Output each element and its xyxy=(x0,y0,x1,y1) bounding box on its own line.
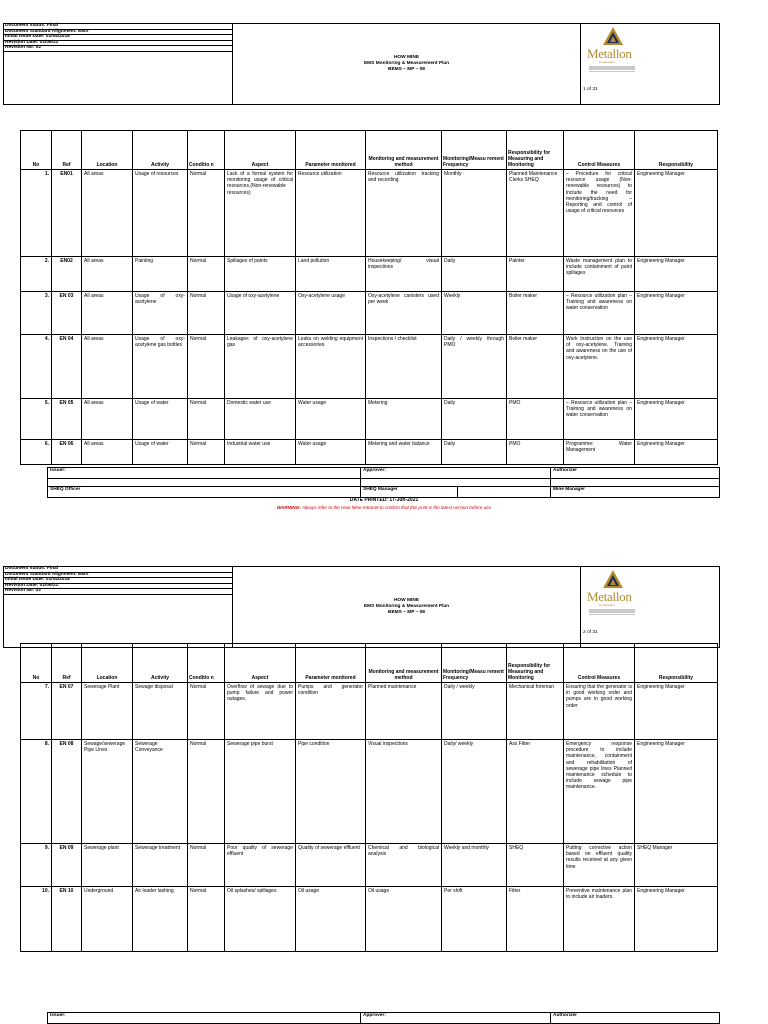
row-parameter: Water usage xyxy=(296,440,366,465)
warning-notice xyxy=(0,505,768,510)
row-activity: Sewerage treatment xyxy=(133,844,188,887)
row-frequency: Monthly xyxy=(442,170,507,257)
row-control-measures: – Resource utilization plan – Training and awareness on water conservation xyxy=(564,399,635,440)
row-aspect: Lack of a formal system for monitoring usage of critical resources.(Non-renewable resources) xyxy=(225,170,296,257)
row-responsibility: Engineering Manager xyxy=(635,740,718,844)
table-header-row xyxy=(21,131,718,170)
logo-wordmark: Metallon xyxy=(587,589,632,604)
col-frequency: Monitoring/Measu rement Frequency xyxy=(442,131,507,170)
row-condition: Normal xyxy=(188,683,225,740)
row-parameter: Oxy-acetylene usage xyxy=(296,292,366,335)
row-aspect: Oil splashes/ spillages xyxy=(225,887,296,952)
row-number: 10. xyxy=(21,887,52,952)
row-responsibility: Engineering Manager xyxy=(635,887,718,952)
doc-alignment: Document Standard Alignment: EMS xyxy=(4,572,233,578)
col-aspect: Aspect xyxy=(225,131,296,170)
row-location: Sewage/sewerage Pipe Lines xyxy=(82,740,133,844)
row-method: Metering xyxy=(366,399,442,440)
col-control: Control Measures xyxy=(564,644,635,683)
row-aspect: Sewerage pipe burst xyxy=(225,740,296,844)
col-no: No xyxy=(21,131,52,170)
table-header-row xyxy=(21,644,718,683)
row-parameter: Water usage xyxy=(296,399,366,440)
signoff-table-page1 xyxy=(47,467,720,498)
doc-status: Document status: Final xyxy=(4,24,233,30)
row-number: 1. xyxy=(21,170,52,257)
authorizer-label: Authorizer xyxy=(551,468,720,479)
row-responsibility: Engineering Manager xyxy=(635,683,718,740)
logo-fineprint xyxy=(589,66,635,76)
doc-status: Document status: Final xyxy=(4,567,233,573)
row-responsibility: Engineering Manager xyxy=(635,170,718,257)
row-condition: Normal xyxy=(188,887,225,952)
approver-label: Approver: xyxy=(361,1013,551,1024)
row-method: Oil usage xyxy=(366,887,442,952)
col-aspect: Aspect xyxy=(225,644,296,683)
initial-issue-date: Initial Issue Date: 01/04/2018 xyxy=(4,35,233,41)
col-ref: Ref xyxy=(52,131,82,170)
row-location: All areas xyxy=(82,335,133,399)
col-parameter: Parameter monitored xyxy=(296,131,366,170)
logo-subtitle: Corporation xyxy=(599,60,615,64)
table-row xyxy=(21,257,718,292)
table-row xyxy=(21,844,718,887)
header-title-block xyxy=(233,24,581,105)
row-condition: Normal xyxy=(188,440,225,465)
row-method: Visual inspections xyxy=(366,740,442,844)
table-row xyxy=(21,887,718,952)
page2-header xyxy=(3,566,720,648)
col-condition: Conditio n xyxy=(188,131,225,170)
plan-title: EMS Monitoring & Measurement Plan xyxy=(363,604,450,610)
approver-label: Approver: xyxy=(361,468,551,479)
row-aspect: Spillages of paints xyxy=(225,257,296,292)
row-method: Resource utilization tracking and recording xyxy=(366,170,442,257)
table-body-page1 xyxy=(21,170,718,465)
page-number: 1 of 31 xyxy=(583,87,598,92)
row-number: 9. xyxy=(21,844,52,887)
row-frequency: Daily xyxy=(442,257,507,292)
row-frequency: Weekly xyxy=(442,292,507,335)
signoff-table-page2 xyxy=(47,1012,720,1024)
row-method: Metering and water balance xyxy=(366,440,442,465)
table-row xyxy=(21,683,718,740)
table-row xyxy=(21,170,718,257)
row-resp-measure: Mechanical foreman xyxy=(507,683,564,740)
row-location: All areas xyxy=(82,257,133,292)
row-responsibility: Engineering Manager xyxy=(635,440,718,465)
row-aspect: Poor quality of sewerage effluent xyxy=(225,844,296,887)
issuer-label: Issuer: xyxy=(48,1013,361,1024)
table-row xyxy=(21,399,718,440)
row-control-measures: Ensuring that the generator is in good working order and pumps are in good working order xyxy=(564,683,635,740)
table-row xyxy=(21,740,718,844)
page1-header xyxy=(3,23,720,105)
row-control-measures: – Resource utilization plan – Training and awareness on water conservation xyxy=(564,292,635,335)
mine-name: HOW MINE xyxy=(393,598,420,604)
table-body-page2 xyxy=(21,683,718,952)
row-condition: Normal xyxy=(188,292,225,335)
header-title-block xyxy=(233,567,581,648)
col-responsibility: Responsibility xyxy=(635,644,718,683)
row-number: 6. xyxy=(21,440,52,465)
monitoring-table-page1 xyxy=(20,130,718,465)
row-control-measures: Waste management plan to include containment of paint spillages xyxy=(564,257,635,292)
revision-date: Revision Date: 01/06/21 xyxy=(4,40,233,46)
row-responsibility: Engineering Manager xyxy=(635,335,718,399)
row-control-measures: Putting corrective action based on effluent quality results received at any given time xyxy=(564,844,635,887)
logo-subtitle: Corporation xyxy=(599,603,615,607)
col-ref: Ref xyxy=(52,644,82,683)
row-number: 8. xyxy=(21,740,52,844)
logo-fineprint xyxy=(589,609,635,619)
row-ref: EN 03 xyxy=(52,292,82,335)
col-no: No xyxy=(21,644,52,683)
row-number: 4. xyxy=(21,335,52,399)
col-parameter: Parameter monitored xyxy=(296,644,366,683)
row-responsibility: Engineering Manager xyxy=(635,292,718,335)
col-frequency: Monitoring/Measu rement Frequency xyxy=(442,644,507,683)
revision-no: Revision No: 02 xyxy=(4,46,233,52)
doc-alignment: Document Standard Alignment: EMS xyxy=(4,29,233,35)
row-ref: EN 10 xyxy=(52,887,82,952)
authorizer-role: Mine Manager xyxy=(551,487,720,498)
row-aspect: Industrial water use xyxy=(225,440,296,465)
revision-date: Revision Date: 01/06/21 xyxy=(4,583,233,589)
row-ref: EN01 xyxy=(52,170,82,257)
row-parameter: Land pollution xyxy=(296,257,366,292)
row-ref: EN 08 xyxy=(52,740,82,844)
date-printed: DATE PRINTED: 17-Jun-2021 xyxy=(349,497,419,503)
row-condition: Normal xyxy=(188,399,225,440)
row-condition: Normal xyxy=(188,740,225,844)
col-control: Control Measures xyxy=(564,131,635,170)
row-control-measures: Preventive maintenance plan to include air loaders. xyxy=(564,887,635,952)
col-activity: Activity xyxy=(133,644,188,683)
row-activity: Sewage disposal xyxy=(133,683,188,740)
approver-role: SHEQ Manager xyxy=(361,487,458,498)
row-frequency: Daily / weekly through PMO xyxy=(442,335,507,399)
row-location: Underground xyxy=(82,887,133,952)
row-location: All areas xyxy=(82,170,133,257)
row-method: Housekeeping/ visual inspections xyxy=(366,257,442,292)
row-activity: Usage of oxy-acetylene gas bottles xyxy=(133,335,188,399)
row-condition: Normal xyxy=(188,170,225,257)
col-resp-measure: Responsibility for Measuring and Monitoring xyxy=(507,644,564,683)
row-resp-measure: Boiler maker xyxy=(507,335,564,399)
col-method: Monitoring and measurement method xyxy=(366,644,442,683)
row-responsibility: Engineering Manager xyxy=(635,399,718,440)
row-frequency: Daily/ weekly xyxy=(442,740,507,844)
row-ref: EN02 xyxy=(52,257,82,292)
row-resp-measure: PMO xyxy=(507,399,564,440)
row-condition: Normal xyxy=(188,335,225,399)
row-aspect: Domestic water use xyxy=(225,399,296,440)
row-responsibility: Engineering Manager xyxy=(635,257,718,292)
row-number: 2. xyxy=(21,257,52,292)
row-number: 5. xyxy=(21,399,52,440)
row-responsibility: SHEQ Manager xyxy=(635,844,718,887)
row-resp-measure: Boiler maker xyxy=(507,292,564,335)
plan-title: EMS Monitoring & Measurement Plan xyxy=(363,61,450,67)
row-parameter: Leaks on welding equipment accessories xyxy=(296,335,366,399)
row-control-measures: Work Instruction on the use of oxy-acetylene. Training and awareness on the use of oxy-acetylene. xyxy=(564,335,635,399)
row-resp-measure: SHEQ xyxy=(507,844,564,887)
row-method: Inspections / checklist xyxy=(366,335,442,399)
monitoring-table-page2 xyxy=(20,643,718,952)
row-aspect: Overflow of sewage due to pump failure and power outages. xyxy=(225,683,296,740)
row-resp-measure: PMO xyxy=(507,440,564,465)
doc-code: BEMS – MP – 08 xyxy=(388,609,425,615)
row-parameter: Pipe condition xyxy=(296,740,366,844)
row-location: Sewerage plant xyxy=(82,844,133,887)
row-parameter: Quality of sewerage effluent xyxy=(296,844,366,887)
revision-no: Revision No: 02 xyxy=(4,589,233,595)
row-parameter: Resource utilization xyxy=(296,170,366,257)
issuer-role: SHEQ Officer xyxy=(48,487,361,498)
row-activity: Usage of oxy-acetylene xyxy=(133,292,188,335)
row-control-measures: Emergency response procedure to include maintenance, containment and rehabilitation of sewerage pipe lines Planned maintenance schedule to include sewage pipe maintenance. xyxy=(564,740,635,844)
row-parameter: Oil usage xyxy=(296,887,366,952)
row-activity: Painting xyxy=(133,257,188,292)
metallon-logo xyxy=(585,569,645,639)
col-resp-measure: Responsibility for Measuring and Monitoring xyxy=(507,131,564,170)
row-activity: Usage of resources xyxy=(133,170,188,257)
logo-wordmark: Metallon xyxy=(587,46,632,61)
row-ref: EN 09 xyxy=(52,844,82,887)
row-control-measures: – Procedure for critical resource usage (Non-renewable resources) to include the need for monitoring/tracking – Reporting and control of usage of critical resources xyxy=(564,170,635,257)
doc-code: BEMS – MP – 08 xyxy=(388,66,425,72)
row-activity: Air loader lashing xyxy=(133,887,188,952)
col-location: Location xyxy=(82,131,133,170)
row-frequency: Daily / weekly xyxy=(442,683,507,740)
row-location: Sewerage Plant xyxy=(82,683,133,740)
col-activity: Activity xyxy=(133,131,188,170)
mine-name: HOW MINE xyxy=(393,55,420,61)
row-frequency: Weekly and monthly xyxy=(442,844,507,887)
col-responsibility: Responsibility xyxy=(635,131,718,170)
row-frequency: Daily xyxy=(442,440,507,465)
logo-cell xyxy=(581,24,720,105)
row-ref: EN 05 xyxy=(52,399,82,440)
row-ref: EN 04 xyxy=(52,335,82,399)
row-resp-measure: Planned Maintenance Clerks SHEQ xyxy=(507,170,564,257)
metallon-logo xyxy=(585,26,645,96)
col-location: Location xyxy=(82,644,133,683)
col-method: Monitoring and measurement method xyxy=(366,131,442,170)
col-condition: Conditio n xyxy=(188,644,225,683)
row-method: Planned maintenance xyxy=(366,683,442,740)
metallon-emblem-icon xyxy=(602,569,624,589)
row-method: Oxy-acetylene canisters used per week xyxy=(366,292,442,335)
row-location: All areas xyxy=(82,399,133,440)
table-row xyxy=(21,292,718,335)
row-control-measures: Programme: Water Management xyxy=(564,440,635,465)
row-number: 7. xyxy=(21,683,52,740)
row-frequency: Per shift xyxy=(442,887,507,952)
row-resp-measure: Ass Fitter xyxy=(507,740,564,844)
row-condition: Normal xyxy=(188,844,225,887)
row-resp-measure: Painter xyxy=(507,257,564,292)
logo-cell xyxy=(581,567,720,648)
row-activity: Sewerage Conveyance xyxy=(133,740,188,844)
row-activity: Usage of water xyxy=(133,440,188,465)
authorizer-label: Authorizer xyxy=(551,1013,720,1024)
row-condition: Normal xyxy=(188,257,225,292)
row-ref: EN 07 xyxy=(52,683,82,740)
metallon-emblem-icon xyxy=(602,26,624,46)
row-aspect: Leakages of oxy-acetylene gas xyxy=(225,335,296,399)
warning-text: Always refer to the How Mine Intranet to confirm that this print is the latest version before use xyxy=(301,505,492,510)
row-number: 3. xyxy=(21,292,52,335)
row-aspect: Usage of oxy-acetylene xyxy=(225,292,296,335)
row-location: All areas xyxy=(82,292,133,335)
issuer-label: Issuer: xyxy=(48,468,361,479)
row-ref: EN 06 xyxy=(52,440,82,465)
initial-issue-date: Initial Issue Date: 01/04/2018 xyxy=(4,578,233,584)
page-number: 2 of 31 xyxy=(583,630,598,635)
row-parameter: Pumps and generator condition xyxy=(296,683,366,740)
table-row xyxy=(21,440,718,465)
table-row xyxy=(21,335,718,399)
row-frequency: Daily xyxy=(442,399,507,440)
row-activity: Usage of water xyxy=(133,399,188,440)
row-method: Chemical and biological analysis xyxy=(366,844,442,887)
warning-label: WARNING: xyxy=(276,505,301,510)
row-resp-measure: Fitter xyxy=(507,887,564,952)
row-location: All areas xyxy=(82,440,133,465)
